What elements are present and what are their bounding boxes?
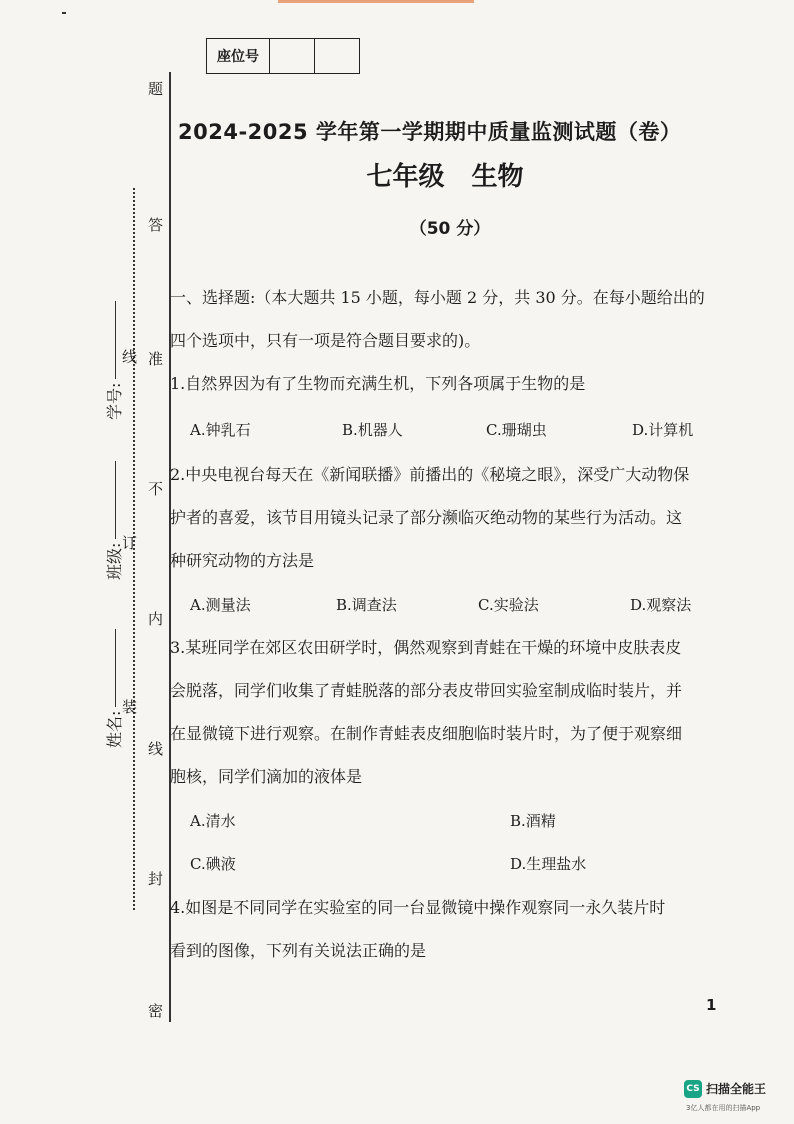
corner-mark (62, 12, 66, 14)
option-a[interactable]: A.测量法 (190, 596, 251, 614)
class-label: 班级: (105, 542, 124, 580)
option-a[interactable]: A.清水 (190, 812, 236, 830)
question-4 (170, 886, 718, 972)
option-c[interactable]: C.实验法 (478, 596, 539, 614)
seat-number-cell[interactable] (314, 39, 359, 73)
margin-char: 不 (148, 480, 164, 498)
camscanner-logo-icon: CS (684, 1080, 702, 1098)
question-line: 看到的图像，下列有关说法正确的是 (170, 941, 427, 960)
binding-line-label: 线 (122, 348, 138, 366)
name-label: 姓名: (105, 710, 124, 748)
exam-title: 2024-2025 学年第一学期期中质量监测试题（卷） (178, 120, 682, 144)
question-3-options-row-1 (190, 810, 710, 840)
option-d[interactable]: D.观察法 (630, 596, 692, 614)
top-edge-mark (278, 0, 474, 3)
option-d[interactable]: D.计算机 (632, 421, 694, 439)
watermark-subtitle: 3亿人都在用的扫描App (686, 1104, 761, 1112)
question-1-options (190, 419, 710, 449)
margin-char: 答 (148, 216, 164, 234)
student-id-blank[interactable] (115, 301, 116, 379)
option-d[interactable]: D.生理盐水 (510, 855, 587, 873)
margin-char: 线 (148, 740, 164, 758)
option-b[interactable]: B.调查法 (336, 596, 397, 614)
margin-char: 准 (148, 350, 164, 368)
option-c[interactable]: C.珊瑚虫 (486, 421, 547, 439)
margin-char: 题 (148, 80, 164, 98)
question-1 (170, 362, 718, 405)
seat-number-cell[interactable] (269, 39, 314, 73)
question-line: 种研究动物的方法是 (170, 551, 315, 570)
name-field[interactable] (102, 629, 125, 748)
question-line: 胞核，同学们滴加的液体是 (170, 767, 363, 786)
section-instruction (170, 276, 718, 362)
question-line: 会脱落，同学们收集了青蛙脱落的部分表皮带回实验室制成临时装片，并 (170, 681, 683, 700)
class-field[interactable] (102, 461, 125, 580)
question-2 (170, 453, 718, 582)
question-line: 1.自然界因为有了生物而充满生机，下列各项属于生物的是 (170, 374, 586, 393)
question-3-options-row-2 (190, 853, 710, 883)
name-blank[interactable] (115, 629, 116, 707)
margin-char: 密 (148, 1002, 164, 1020)
instruction-line: 四个选项中，只有一项是符合题目要求的)。 (170, 331, 481, 350)
instruction-line: 一、选择题:（本大题共 15 小题，每小题 2 分，共 30 分。在每小题给出的 (170, 288, 705, 307)
student-id-field[interactable] (102, 301, 125, 420)
question-line: 护者的喜爱，该节目用镜头记录了部分濒临灭绝动物的某些行为活动。这 (170, 508, 683, 527)
exam-subtitle: 七年级 生物 (366, 162, 524, 192)
question-line: 4.如图是不同同学在实验室的同一台显微镜中操作观察同一永久装片时 (170, 898, 666, 917)
seat-number-box (206, 38, 360, 74)
question-2-options (190, 594, 710, 624)
binding-line-label: 订 (122, 534, 138, 552)
binding-line-label: 装 (122, 698, 138, 716)
option-c[interactable]: C.碘液 (190, 855, 236, 873)
question-line: 3.某班同学在郊区农田研学时，偶然观察到青蛙在干燥的环境中皮肤表皮 (170, 638, 682, 657)
class-blank[interactable] (115, 461, 116, 539)
watermark-name: 扫描全能王 (706, 1082, 767, 1096)
margin-char: 封 (148, 870, 164, 888)
option-b[interactable]: B.机器人 (342, 421, 403, 439)
question-line: 在显微镜下进行观察。在制作青蛙表皮细胞临时装片时，为了便于观察细 (170, 724, 683, 743)
student-id-label: 学号: (105, 382, 124, 420)
question-3 (170, 626, 718, 798)
total-score: （50 分） (409, 219, 491, 239)
margin-char: 内 (148, 610, 164, 628)
question-line: 2.中央电视台每天在《新闻联播》前播出的《秘境之眼》，深受广大动物保 (170, 465, 690, 484)
seat-number-label: 座位号 (217, 49, 259, 65)
option-a[interactable]: A.钟乳石 (190, 421, 251, 439)
option-b[interactable]: B.酒精 (510, 812, 556, 830)
page-number: 1 (706, 996, 717, 1014)
